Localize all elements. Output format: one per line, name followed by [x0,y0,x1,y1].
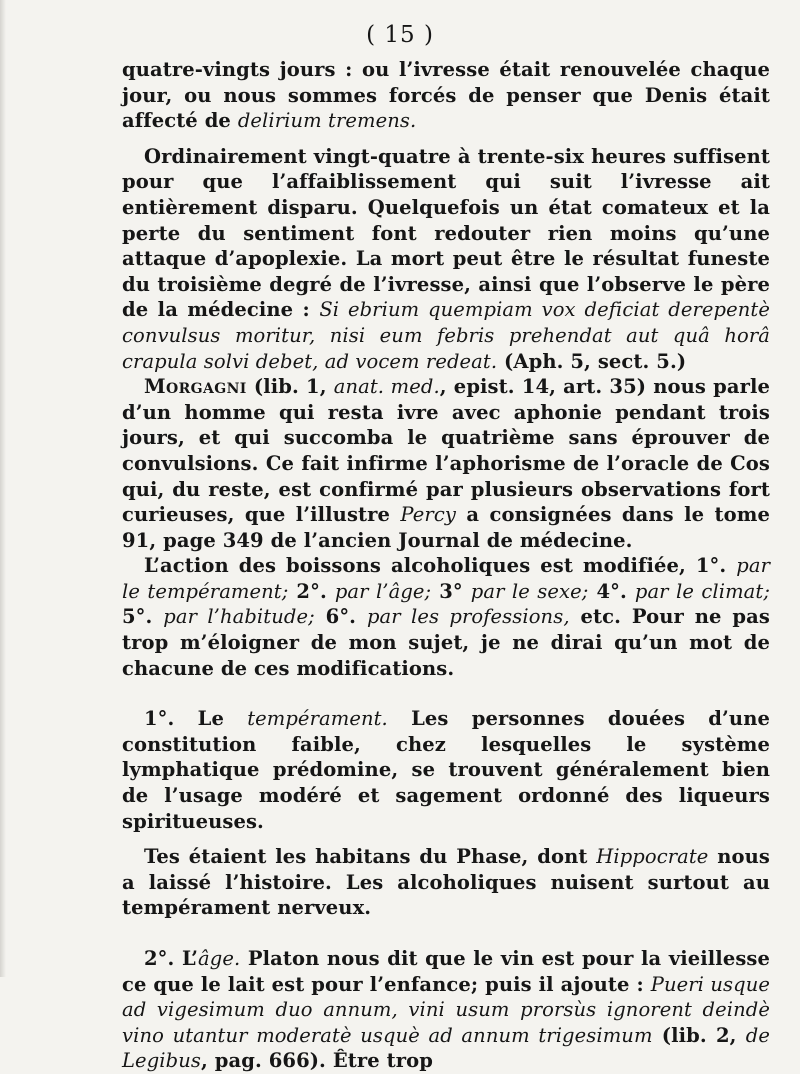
body-text [122,57,770,1074]
paragraph-4-text-a: L’action des boissons alcoholiques est modifiée, 1°. [144,554,737,578]
paragraph-1-italic: delirium tremens. [237,109,417,133]
paragraph-1-text: quatre-vingts jours : ou l’ivresse était renouvelée chaque jour, ou nous sommes forcés de penser que Denis était affecté de [122,58,770,133]
paragraph-5-italic: tempérament. [247,707,388,731]
paragraph-2-latin-quote: Si ebrium quempiam vox deficiat derepentè convulsus moritur, nisi eum febris prehendat aut quâ horâ crapula solvi debet, ad vocem redeat. [122,298,770,373]
paragraph-6-text-a: Tes étaient les habitans du Phase, dont [144,845,597,869]
paragraph-5-text-a: 1°. Le [144,707,248,731]
paragraph-4-italic-b: par l’âge; [334,579,432,603]
paragraph-3-italic-a: anat. med. [333,375,440,399]
paragraph-3-author: Morgagni [144,375,247,399]
paragraph-7-text-c: (lib. 2, [652,1023,746,1047]
paragraph-7-text-d: , pag. 666). Être trop [200,1049,433,1073]
paragraph-7-text-a: 2°. L’ [144,947,199,970]
paragraph-3-italic-b: Percy [400,503,456,527]
paragraph-4-text-g: etc. Pour ne pas trop m’éloigner de mon sujet, je ne dirai qu’un mot de chacune de ces modifications. [122,605,770,680]
paragraph-6 [122,844,770,921]
paragraph-2-citation: (Aph. 5, sect. 5.) [497,349,687,373]
page-number: ( 15 ) [366,22,434,48]
paragraph-4-italic-a: par le tempérament; [122,554,770,603]
paragraph-4-text-b: 2°. [288,579,335,603]
paragraph-4-italic-e: par l’habitude; [163,605,315,629]
paragraph-4-text-e: 5°. [122,605,164,629]
paragraph-6-italic: Hippocrate [596,845,709,869]
paragraph-5-text-b: Les personnes douées d’une constitution faible, chez lesquelles le système lymphatique prédomine, se trouvent généralement bien de l’usage modéré et sagement ordonné des liqueurs spiritueuses. [122,707,770,833]
paragraph-4 [122,553,770,681]
paragraph-5 [122,706,770,834]
paragraph-3-text-c: a consignées dans le tome 91, page 349 de l’ancien Journal de médecine. [122,503,770,552]
paragraph-2-text: Ordinairement vingt-quatre à trente-six heures suffisent pour que l’affaiblissement qui suit l’ivresse ait entièrement disparu. Quelquefois un état comateux et la perte du sentiment font redouter rien moins qu’une attaque d’apoplexie. La mort peut être le résultat funeste du troisième degré de l’ivresse, ainsi que l’observe le père de la médecine : [122,144,770,322]
paragraph-3 [122,374,770,553]
paragraph-6-text-b: nous a laissé l’histoire. Les alcoholiques nuisent surtout au tempérament nerveux. [122,845,770,920]
paragraph-4-text-c: 3° [431,579,471,603]
paragraph-7-italic-a: âge. [198,947,241,970]
paragraph-7 [122,946,770,1074]
paragraph-7-italic-c: de Legibus [122,1023,770,1073]
paragraph-4-italic-f: par les professions, [366,605,570,629]
paragraph-3-text-b: , epist. 14, art. 35) nous parle d’un homme qui resta ivre avec aphonie pendant trois jours, et qui succomba le quatrième sans éprouver de convulsions. Ce fait infirme l’aphorisme de l’oracle de Cos qui, du reste, est confirmé par plusieurs observations fort curieuses, que l’illustre [122,375,770,527]
paragraph-4-italic-c: par le sexe; [470,579,589,603]
paragraph-7-latin-quote: Pueri usque ad vigesimum duo annum, vini usum prorsùs ignorent deindè vino utantur moderatè usquè ad annum trigesimum [122,972,770,1047]
paragraph-4-text-f: 6°. [314,605,367,629]
paragraph-3-text-a: (lib. 1, [246,375,334,399]
paragraph-1 [122,57,770,134]
paragraph-4-italic-d: par le climat; [634,579,771,603]
page-edge-shadow [0,0,6,977]
paragraph-7-text-b: Platon nous dit que le vin est pour la vieillesse ce que le lait est pour l’enfance; puis il ajoute : [122,947,770,996]
paragraph-2 [122,144,770,374]
paragraph-4-text-d: 4°. [588,579,635,603]
